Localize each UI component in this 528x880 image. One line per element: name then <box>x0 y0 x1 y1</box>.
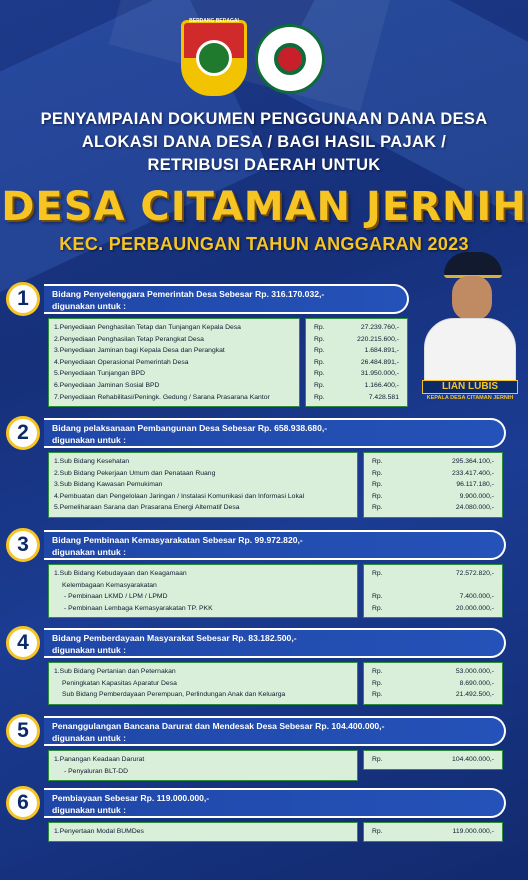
section-title: Pembiayaan Sebesar Rp. 119.000.000,- <box>52 793 210 803</box>
currency-label: Rp. <box>314 370 325 378</box>
amounts-list <box>363 564 503 618</box>
list-item: 7.Penyediaan Rehabilitasi/Peningk. Gedung / Sarana Prasarana Kantor <box>54 393 270 401</box>
amount-row <box>372 826 494 838</box>
section-subtitle: digunakan untuk : <box>52 547 126 557</box>
amount-value <box>390 580 492 592</box>
section-title: Bidang Pemberdayaan Masyarakat Sebesar Rp. 83.182.500,- <box>52 633 297 643</box>
ministry-seal-logo <box>255 24 325 94</box>
items-list <box>48 662 358 705</box>
list-item: - Pembinaan Lembaga Kemasyarakatan TP. PKK <box>64 604 213 612</box>
section-subtitle: digunakan untuk : <box>52 435 126 445</box>
amount-row <box>314 392 399 404</box>
section-number-badge: 4 <box>6 626 40 660</box>
currency-label: Rp. <box>372 481 383 489</box>
section-title: Bidang pelaksanaan Pembangunan Desa Sebesar Rp. 658.938.680,- <box>52 423 328 433</box>
amount-row <box>372 603 494 615</box>
currency-label: Rp. <box>372 570 383 577</box>
amount-row <box>372 456 494 468</box>
amount-row <box>314 345 399 357</box>
list-item: 3.Sub Bidang Kawasan Pemukiman <box>54 481 163 489</box>
list-item: 1.Penyertaan Modal BUMDes <box>54 828 144 835</box>
amount-value: 8.690.000,- <box>459 679 494 687</box>
amount-row <box>372 580 494 592</box>
amount-row <box>372 678 494 690</box>
amount-value: 26.484.891,- <box>360 358 399 366</box>
list-item: Sub Bidang Pemberdayaan Perempuan, Perlindungan Anak dan Keluarga <box>62 691 286 699</box>
list-item: Kelembagaan Kemasyarakatan <box>62 581 157 589</box>
title-line-2: ALOKASI DANA DESA / BAGI HASIL PAJAK / <box>81 133 447 151</box>
currency-label: Rp. <box>372 458 383 465</box>
list-item: Peningkatan Kapasitas Aparatur Desa <box>62 679 177 687</box>
list-item: 4.Pembuatan dan Pengelolaan Jaringan / Instalasi Komunikasi dan Informasi Lokal <box>54 492 305 500</box>
amount-value: 220.215.600,- <box>357 335 399 343</box>
currency-label: Rp. <box>314 358 325 366</box>
amount-row <box>314 380 399 392</box>
list-item: 6.Penyediaan Jaminan Sosial BPD <box>54 381 160 389</box>
currency-label <box>372 580 390 592</box>
section-number-badge: 3 <box>6 528 40 562</box>
amount-row <box>372 666 494 678</box>
items-list <box>48 750 358 781</box>
amount-value: 21.492.500,- <box>455 691 494 699</box>
section-title: Bidang Penyelenggara Pemerintah Desa Sebesar Rp. 316.170.032,- <box>52 289 325 299</box>
amounts-list <box>305 318 408 407</box>
items-list <box>48 564 358 618</box>
section-header <box>44 530 506 560</box>
currency-label: Rp. <box>314 381 325 389</box>
section-title: Bidang Pembinaan Kemasyarakatan Sebesar Rp. 99.972.820,- <box>52 535 303 545</box>
district-year: KEC. PERBAUNGAN TAHUN ANGGARAN 2023 <box>59 234 469 254</box>
currency-label: Rp. <box>314 324 325 331</box>
amount-value: 233.417.400,- <box>452 469 494 477</box>
section-header <box>44 788 506 818</box>
items-list <box>48 318 300 407</box>
amount-value: 119.000.000,- <box>452 828 494 835</box>
list-item: 2.Penyediaan Penghasilan Tetap Perangkat Desa <box>54 335 204 343</box>
amount-value: 295.364.100,- <box>452 458 494 465</box>
section-header <box>44 628 506 658</box>
section-number-badge: 2 <box>6 416 40 450</box>
list-item: - Pembinaan LKMD / LPM / LPMD <box>64 593 168 601</box>
amount-row <box>372 502 494 514</box>
amount-row <box>372 754 494 766</box>
amount-row <box>372 591 494 603</box>
amount-row <box>372 479 494 491</box>
amount-value: 24.080.000,- <box>455 504 494 512</box>
village-name: DESA CITAMAN JERNIH <box>1 184 527 230</box>
section-subtitle: digunakan untuk : <box>52 733 126 743</box>
currency-label: Rp. <box>372 492 383 500</box>
amount-value: 72.572.820,- <box>455 570 494 577</box>
section-subtitle: digunakan untuk : <box>52 645 126 655</box>
list-item: 5.Pemeliharaan Sarana dan Prasarana Energi Alternatif Desa <box>54 504 240 512</box>
list-item: 1.Sub Bidang Kesehatan <box>54 458 130 465</box>
list-item: 3.Penyediaan Jaminan bagi Kepala Desa dan Perangkat <box>54 347 225 355</box>
currency-label: Rp. <box>314 393 325 401</box>
regency-logo-label: BERDANG BEDAGAI <box>189 18 239 24</box>
title-block <box>0 108 528 257</box>
amounts-list <box>363 750 503 770</box>
section-header <box>44 716 506 746</box>
regency-shield-logo <box>181 20 247 96</box>
currency-label: Rp. <box>372 469 383 477</box>
currency-label: Rp. <box>372 679 383 687</box>
currency-label: Rp. <box>314 347 325 355</box>
title-line-1: PENYAMPAIAN DOKUMEN PENGGUNAAN DANA DESA <box>40 110 488 128</box>
amounts-list <box>363 452 503 518</box>
amount-row <box>372 568 494 580</box>
amount-value: 1.684.891,- <box>364 347 399 355</box>
items-list <box>48 452 358 518</box>
amount-row <box>372 491 494 503</box>
currency-label: Rp. <box>372 691 383 699</box>
currency-label: Rp. <box>372 593 383 601</box>
amount-value: 9.900.000,- <box>459 492 494 500</box>
list-item: 1.Sub Bidang Kebudayaan dan Keagamaan <box>54 570 187 577</box>
list-item: 2.Sub Bidang Pekerjaan Umum dan Penataan Ruang <box>54 469 216 477</box>
currency-label: Rp. <box>372 604 383 612</box>
official-role: KEPALA DESA CITAMAN JERNIH <box>426 395 514 401</box>
amount-value: 53.000.000,- <box>455 668 494 675</box>
section-number-badge: 6 <box>6 786 40 820</box>
amount-value: 1.166.400,- <box>364 381 399 389</box>
currency-label: Rp. <box>314 335 325 343</box>
amount-value: 31.950.000,- <box>360 370 399 378</box>
currency-label: Rp. <box>372 756 383 763</box>
amount-value: 96.117.180,- <box>456 481 494 489</box>
section-subtitle: digunakan untuk : <box>52 805 126 815</box>
list-item: 1.Panangan Keadaan Darurat <box>54 756 145 763</box>
list-item: 1.Penyediaan Penghasilan Tetap dan Tunjangan Kepala Desa <box>54 324 241 331</box>
logo-area <box>0 18 528 98</box>
amounts-list <box>363 822 503 842</box>
amount-row <box>314 368 399 380</box>
face <box>452 276 492 320</box>
items-list <box>48 822 358 842</box>
amount-value: 7.400.000,- <box>459 593 494 601</box>
amounts-list <box>363 662 503 705</box>
section-number-badge: 5 <box>6 714 40 748</box>
amount-row <box>372 468 494 480</box>
currency-label: Rp. <box>372 668 383 675</box>
amount-row <box>314 357 399 369</box>
section-header <box>44 418 506 448</box>
amount-value: 104.400.000,- <box>452 756 494 763</box>
list-item: 4.Penyediaan Operasional Pemerintah Desa <box>54 358 189 366</box>
currency-label: Rp. <box>372 828 383 835</box>
section-number-badge: 1 <box>6 282 40 316</box>
amount-row <box>314 322 399 334</box>
amount-value: 20.000.000,- <box>455 604 494 612</box>
section-header <box>44 284 409 314</box>
section-title: Penanggulangan Bancana Darurat dan Mendesak Desa Sebesar Rp. 104.400.000,- <box>52 721 385 731</box>
uniform <box>424 318 516 382</box>
currency-label: Rp. <box>372 504 383 512</box>
list-item: 5.Penyediaan Tunjangan BPD <box>54 370 146 378</box>
section-subtitle: digunakan untuk : <box>52 301 126 311</box>
cap-icon <box>444 252 502 278</box>
amount-row <box>372 689 494 701</box>
list-item: 1.Sub Bidang Pertanian dan Peternakan <box>54 668 176 675</box>
official-name: LIAN LUBIS <box>422 380 518 394</box>
amount-value: 7.428.581 <box>368 393 399 401</box>
title-line-3: RETRIBUSI DAERAH UNTUK <box>147 156 381 174</box>
amount-value: 27.239.760,- <box>360 324 399 331</box>
list-item: - Penyaluran BLT-DD <box>64 767 129 775</box>
amount-row <box>314 334 399 346</box>
